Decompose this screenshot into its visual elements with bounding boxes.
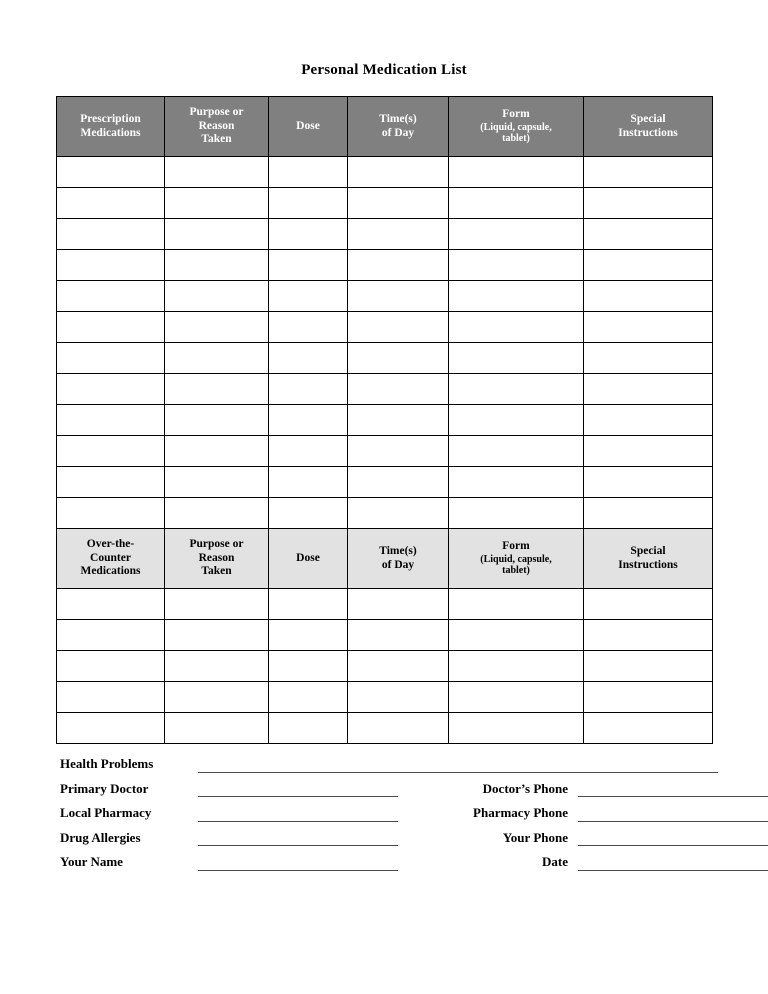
- table-cell[interactable]: [449, 219, 584, 250]
- header-line-1: Time(s): [379, 544, 417, 557]
- table-cell[interactable]: [165, 651, 269, 682]
- table-cell[interactable]: [584, 498, 713, 529]
- header-line-2: (Liquid, capsule,: [480, 121, 552, 133]
- table-cell[interactable]: [584, 620, 713, 651]
- header-line-1: Special: [630, 544, 666, 557]
- table-cell[interactable]: [165, 281, 269, 312]
- table-cell[interactable]: [165, 219, 269, 250]
- form-field-right: [398, 804, 768, 822]
- table-cell[interactable]: [584, 405, 713, 436]
- table-row[interactable]: [57, 281, 713, 312]
- table-cell[interactable]: [57, 436, 165, 467]
- table-cell[interactable]: [57, 467, 165, 498]
- form-row: [60, 773, 712, 798]
- table-cell[interactable]: [449, 498, 584, 529]
- field-input-line[interactable]: [198, 828, 398, 846]
- form-field-left: [60, 828, 398, 846]
- table-cell[interactable]: [269, 651, 348, 682]
- header-line-2: of Day: [381, 558, 415, 571]
- column-header-prescription-4: [449, 97, 584, 157]
- form-field-left: [60, 804, 398, 822]
- table-cell[interactable]: [348, 343, 449, 374]
- table-row[interactable]: [57, 219, 713, 250]
- header-line-2: (Liquid, capsule,: [480, 553, 552, 565]
- form-field-right: [398, 779, 768, 797]
- table-cell[interactable]: [165, 374, 269, 405]
- table-cell[interactable]: [269, 281, 348, 312]
- table-row[interactable]: [57, 312, 713, 343]
- table-cell[interactable]: [449, 157, 584, 188]
- table-cell[interactable]: [449, 436, 584, 467]
- table-cell[interactable]: [269, 374, 348, 405]
- table-row[interactable]: [57, 374, 713, 405]
- column-header-otc-5: [584, 529, 713, 589]
- page-title: Personal Medication List: [301, 62, 467, 78]
- header-line-2: Counter: [90, 551, 131, 564]
- table-cell[interactable]: [584, 589, 713, 620]
- field-label: Health Problems: [60, 756, 154, 772]
- table-cell[interactable]: [348, 498, 449, 529]
- table-cell[interactable]: [584, 312, 713, 343]
- table-cell[interactable]: [449, 374, 584, 405]
- table-cell[interactable]: [57, 312, 165, 343]
- table-cell[interactable]: [57, 157, 165, 188]
- form-field-left: [60, 853, 398, 871]
- table-cell[interactable]: [584, 682, 713, 713]
- table-cell[interactable]: [165, 343, 269, 374]
- table-cell[interactable]: [165, 467, 269, 498]
- table-cell[interactable]: [348, 250, 449, 281]
- header-line-1: Purpose or: [189, 106, 244, 119]
- form-row: [60, 748, 712, 773]
- header-line-3: Taken: [201, 565, 232, 578]
- table-cell[interactable]: [449, 620, 584, 651]
- table-cell[interactable]: [449, 651, 584, 682]
- header-line-1: Over-the-: [86, 538, 135, 551]
- table-cell[interactable]: [57, 682, 165, 713]
- table-cell[interactable]: [449, 312, 584, 343]
- header-line-1: Prescription: [80, 112, 141, 125]
- header-line-1: Purpose or: [189, 538, 244, 551]
- table-cell[interactable]: [165, 436, 269, 467]
- column-header-otc-2: [269, 529, 348, 589]
- patient-info-form: [60, 748, 712, 871]
- column-header-prescription-3: [348, 97, 449, 157]
- table-cell[interactable]: [57, 589, 165, 620]
- table-cell[interactable]: [57, 281, 165, 312]
- field-label: Your Name: [60, 854, 123, 870]
- header-line-3: Taken: [201, 133, 232, 146]
- column-header-otc-3: [348, 529, 449, 589]
- header-line-2: Medications: [80, 126, 141, 139]
- table-cell[interactable]: [348, 188, 449, 219]
- column-header-otc-4: [449, 529, 584, 589]
- column-header-prescription-5: [584, 97, 713, 157]
- table-cell[interactable]: [348, 589, 449, 620]
- field-label: Date: [542, 854, 568, 870]
- table-cell[interactable]: [584, 157, 713, 188]
- field-input-line[interactable]: [198, 853, 398, 871]
- header-line-1: Dose: [296, 119, 320, 132]
- table-cell[interactable]: [57, 250, 165, 281]
- table-cell[interactable]: [348, 219, 449, 250]
- table-cell[interactable]: [449, 467, 584, 498]
- table-cell[interactable]: [269, 188, 348, 219]
- field-input-line[interactable]: [578, 853, 768, 871]
- table-cell[interactable]: [348, 713, 449, 744]
- table-cell[interactable]: [269, 436, 348, 467]
- form-row: [60, 797, 712, 822]
- table-cell[interactable]: [165, 498, 269, 529]
- field-label: Local Pharmacy: [60, 805, 152, 821]
- table-cell[interactable]: [348, 374, 449, 405]
- header-line-2: Reason: [198, 119, 235, 132]
- form-field-right: [398, 828, 768, 846]
- table-cell[interactable]: [584, 188, 713, 219]
- field-input-line[interactable]: [198, 804, 398, 822]
- field-input-line[interactable]: [578, 804, 768, 822]
- table-cell[interactable]: [348, 312, 449, 343]
- table-row[interactable]: [57, 343, 713, 374]
- table-row[interactable]: [57, 713, 713, 744]
- field-input-line[interactable]: [578, 828, 768, 846]
- header-line-3: tablet): [502, 565, 530, 577]
- header-line-2: Instructions: [618, 558, 678, 571]
- table-cell[interactable]: [449, 343, 584, 374]
- column-header-prescription-0: [57, 97, 165, 157]
- table-cell[interactable]: [584, 467, 713, 498]
- table-cell[interactable]: [449, 405, 584, 436]
- table-cell[interactable]: [165, 250, 269, 281]
- table-row[interactable]: [57, 188, 713, 219]
- header-line-1: Time(s): [379, 112, 417, 125]
- column-header-prescription-2: [269, 97, 348, 157]
- header-line-1: Form: [502, 108, 530, 121]
- table-cell[interactable]: [584, 343, 713, 374]
- table-row[interactable]: [57, 682, 713, 713]
- field-input-line[interactable]: [198, 755, 718, 773]
- table-cell[interactable]: [57, 343, 165, 374]
- table-cell[interactable]: [165, 312, 269, 343]
- table-cell[interactable]: [348, 436, 449, 467]
- table-cell[interactable]: [449, 682, 584, 713]
- header-line-2: Instructions: [618, 126, 678, 139]
- table-row[interactable]: [57, 589, 713, 620]
- field-input-line[interactable]: [198, 779, 398, 797]
- table-cell[interactable]: [348, 651, 449, 682]
- table-cell[interactable]: [584, 713, 713, 744]
- table-cell[interactable]: [449, 589, 584, 620]
- table-cell[interactable]: [57, 405, 165, 436]
- table-cell[interactable]: [57, 620, 165, 651]
- table-cell[interactable]: [57, 713, 165, 744]
- table-cell[interactable]: [348, 682, 449, 713]
- table-cell[interactable]: [57, 651, 165, 682]
- table-row[interactable]: [57, 436, 713, 467]
- table-cell[interactable]: [269, 713, 348, 744]
- form-field-left: [60, 779, 398, 797]
- table-cell[interactable]: [449, 713, 584, 744]
- table-row[interactable]: [57, 620, 713, 651]
- table-cell[interactable]: [269, 157, 348, 188]
- table-cell[interactable]: [269, 312, 348, 343]
- table-cell[interactable]: [348, 467, 449, 498]
- table-cell[interactable]: [57, 219, 165, 250]
- table-cell[interactable]: [269, 219, 348, 250]
- header-line-2: Reason: [198, 551, 235, 564]
- column-header-otc-1: [165, 529, 269, 589]
- table-cell[interactable]: [269, 498, 348, 529]
- header-line-1: Form: [502, 540, 530, 553]
- table-cell[interactable]: [348, 405, 449, 436]
- table-cell[interactable]: [449, 250, 584, 281]
- table-cell[interactable]: [348, 620, 449, 651]
- table-cell[interactable]: [269, 682, 348, 713]
- table-cell[interactable]: [57, 188, 165, 219]
- table-cell[interactable]: [269, 589, 348, 620]
- table-cell[interactable]: [165, 713, 269, 744]
- table-cell[interactable]: [269, 620, 348, 651]
- table-cell[interactable]: [449, 188, 584, 219]
- table-row[interactable]: [57, 250, 713, 281]
- column-header-prescription-1: [165, 97, 269, 157]
- header-line-3: Medications: [80, 565, 141, 578]
- table-cell[interactable]: [57, 498, 165, 529]
- table-row[interactable]: [57, 157, 713, 188]
- header-line-1: Dose: [296, 551, 320, 564]
- table-cell[interactable]: [348, 157, 449, 188]
- table-row[interactable]: [57, 467, 713, 498]
- table-cell[interactable]: [584, 281, 713, 312]
- form-field-right: [398, 853, 768, 871]
- table-cell[interactable]: [165, 405, 269, 436]
- table-cell[interactable]: [348, 281, 449, 312]
- table-row[interactable]: [57, 651, 713, 682]
- column-header-otc-0: [57, 529, 165, 589]
- table-cell[interactable]: [57, 374, 165, 405]
- field-label: Primary Doctor: [60, 780, 149, 796]
- table-cell[interactable]: [165, 589, 269, 620]
- field-label: Pharmacy Phone: [473, 805, 568, 821]
- header-line-3: tablet): [502, 133, 530, 145]
- table-row[interactable]: [57, 405, 713, 436]
- table-cell[interactable]: [269, 343, 348, 374]
- table-cell[interactable]: [584, 374, 713, 405]
- field-label: Doctor’s Phone: [482, 780, 568, 796]
- field-label: Drug Allergies: [60, 829, 141, 845]
- table-cell[interactable]: [584, 436, 713, 467]
- form-field-left: [60, 755, 718, 773]
- table-cell[interactable]: [165, 188, 269, 219]
- prescription-header-row: [57, 97, 713, 157]
- table-cell[interactable]: [269, 467, 348, 498]
- table-row[interactable]: [57, 498, 713, 529]
- field-label: Your Phone: [502, 829, 568, 845]
- form-row: [60, 822, 712, 847]
- table-cell[interactable]: [269, 405, 348, 436]
- header-line-1: Special: [630, 112, 666, 125]
- table-cell[interactable]: [165, 682, 269, 713]
- otc-header-row: [57, 529, 713, 589]
- medication-table: [56, 96, 713, 744]
- table-cell[interactable]: [165, 620, 269, 651]
- table-cell[interactable]: [269, 250, 348, 281]
- table-cell[interactable]: [584, 651, 713, 682]
- form-row: [60, 846, 712, 871]
- table-cell[interactable]: [584, 219, 713, 250]
- table-cell[interactable]: [584, 250, 713, 281]
- field-input-line[interactable]: [578, 779, 768, 797]
- table-cell[interactable]: [165, 157, 269, 188]
- table-cell[interactable]: [449, 281, 584, 312]
- header-line-2: of Day: [381, 126, 415, 139]
